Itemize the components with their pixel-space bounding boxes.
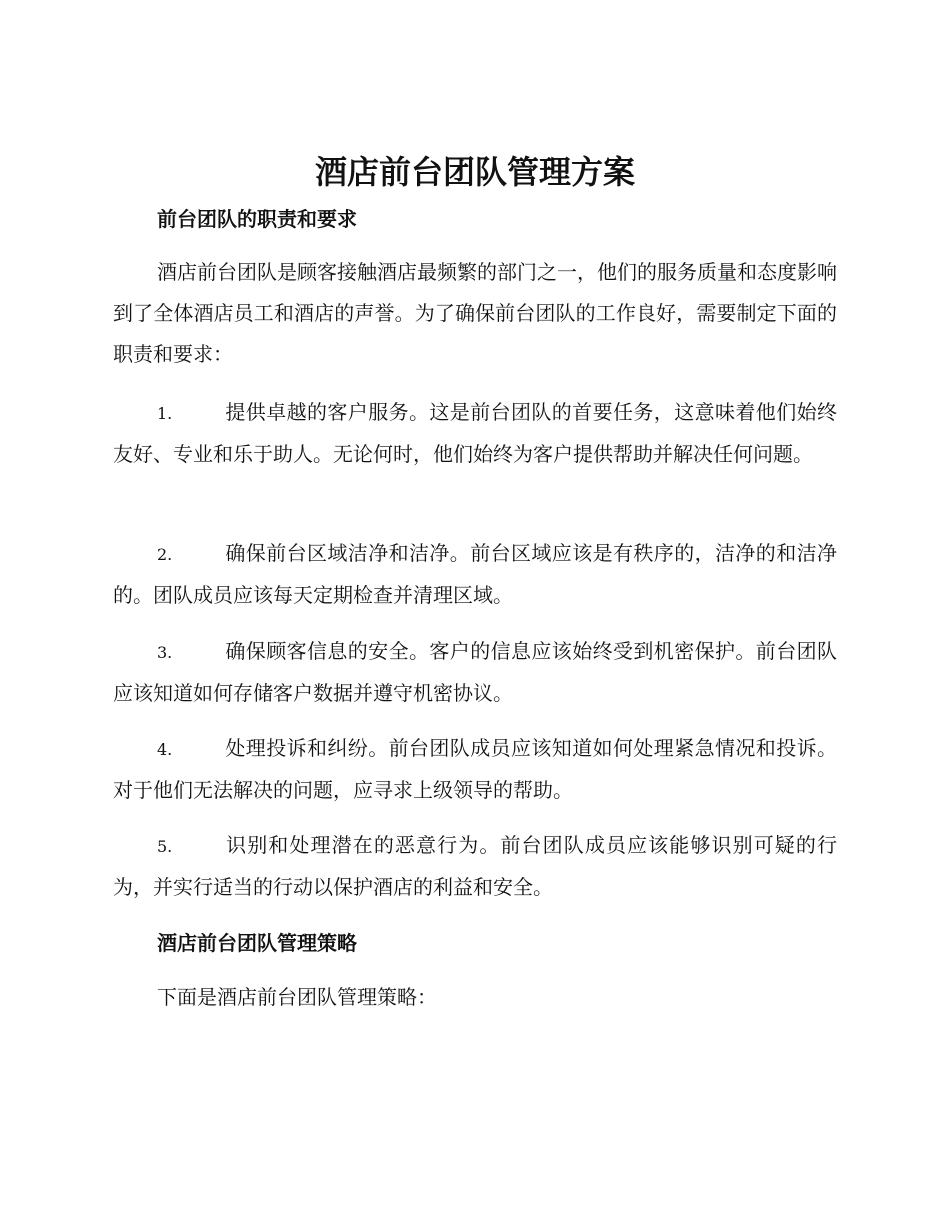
document-title: 酒店前台团队管理方案 <box>314 153 635 191</box>
section-heading-strategy: 酒店前台团队管理策略 <box>157 931 357 955</box>
list-item <box>113 728 837 811</box>
list-item-number: 2. <box>157 545 173 564</box>
list-item <box>113 533 837 616</box>
list-item-number: 5. <box>157 837 173 856</box>
list-item-text: 确保前台区域洁净和洁净。前台区域应该是有秩序的，洁净的和洁净的。团队成员应该每天定期检查并清理区域。 <box>113 541 837 607</box>
list-item <box>113 825 837 908</box>
list-item-text: 识别和处理潜在的恶意行为。前台团队成员应该能够识别可疑的行为，并实行适当的行动以保护酒店的利益和安全。 <box>113 833 837 899</box>
list-item-number: 3. <box>157 643 173 662</box>
list-item <box>113 392 837 475</box>
list-item-text: 确保顾客信息的安全。客户的信息应该始终受到机密保护。前台团队应该知道如何存储客户数据并遵守机密协议。 <box>113 639 837 705</box>
list-item <box>113 631 837 714</box>
list-item-number: 4. <box>157 740 173 759</box>
list-item-text: 提供卓越的客户服务。这是前台团队的首要任务，这意味着他们始终友好、专业和乐于助人。无论何时，他们始终为客户提供帮助并解决任何问题。 <box>113 400 837 466</box>
list-item-number: 1. <box>157 404 173 423</box>
list-item-text: 处理投诉和纠纷。前台团队成员应该知道如何处理紧急情况和投诉。对于他们无法解决的问题，应寻求上级领导的帮助。 <box>113 736 837 802</box>
section-intro-paragraph: 酒店前台团队是顾客接触酒店最频繁的部门之一，他们的服务质量和态度影响到了全体酒店员工和酒店的声誉。为了确保前台团队的工作良好，需要制定下面的职责和要求： <box>113 260 837 366</box>
section-intro-paragraph: 下面是酒店前台团队管理策略： <box>157 985 437 1009</box>
section-heading-responsibilities: 前台团队的职责和要求 <box>157 207 357 231</box>
